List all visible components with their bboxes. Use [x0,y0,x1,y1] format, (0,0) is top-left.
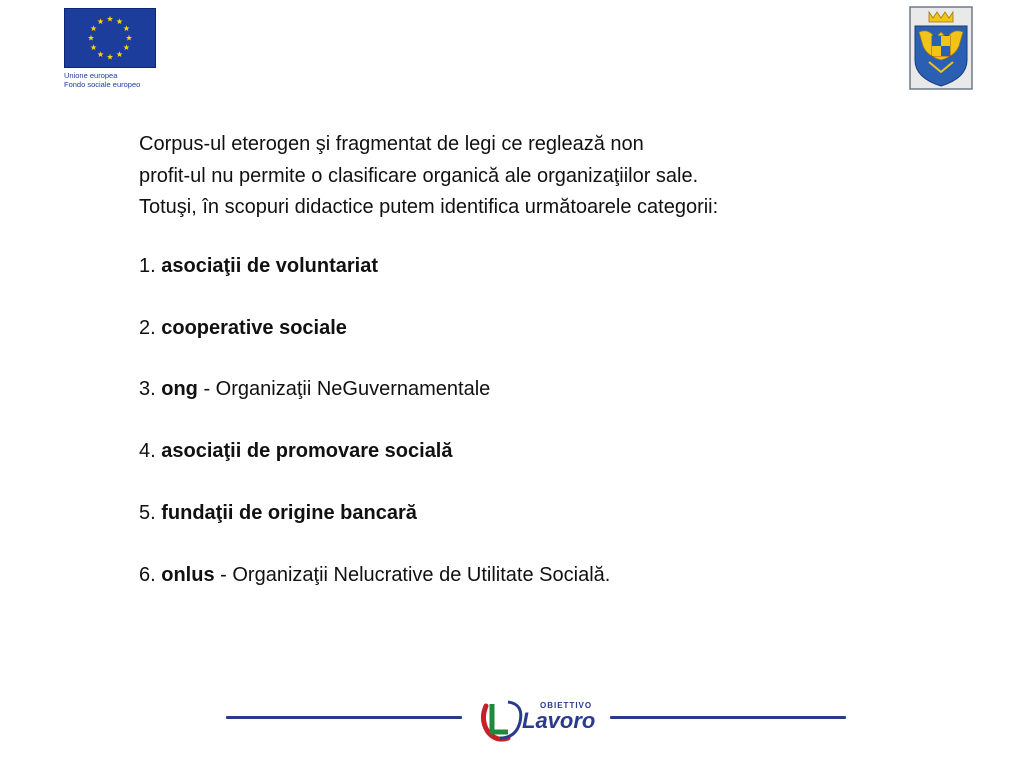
category-item-1 [139,254,378,278]
eu-star-icon [123,44,129,50]
obiettivo-lavoro-logo-icon [478,694,602,744]
category-term: fundaţii de origine bancară [161,502,417,524]
logo-word-small: OBIETTIVO [540,701,593,710]
category-item-3 [139,377,490,401]
intro-paragraph [139,129,939,224]
category-term: cooperative sociale [161,317,347,339]
category-number: 3. [139,378,156,400]
eu-star-icon [107,16,113,22]
category-item-6 [139,563,610,587]
eu-star-icon [97,18,103,24]
intro-line-1: Corpus-ul eterogen şi fragmentat de legi ce reglează non [139,133,644,155]
slide-content [139,129,939,586]
category-number: 6. [139,564,156,586]
category-term: onlus [161,564,215,586]
eu-star-icon [107,54,113,60]
intro-line-3: Totuşi, în scopuri didactice putem identifica următoarele categorii: [139,196,719,218]
category-description: - Organizaţii Nelucrative de Utilitate Socială. [214,564,611,586]
logo-word-large: Lavoro [522,708,596,733]
category-number: 5. [139,502,156,524]
footer [226,690,846,746]
category-number: 1. [139,255,156,277]
eu-caption-line1: Unione europea [64,71,118,80]
eu-flag-icon [64,8,156,68]
eu-star-icon [123,25,129,31]
romania-coat-of-arms-icon [909,6,973,90]
category-term: asociaţii de promovare socială [161,440,453,462]
eu-logo [64,8,156,89]
eu-star-icon [91,44,97,50]
eu-star-icon [88,35,94,41]
eu-caption-line2: Fondo sociale europeo [64,80,141,89]
intro-line-2: profit-ul nu permite o clasificare organică ale organizaţiilor sale. [139,164,699,187]
footer-divider-right [610,716,846,719]
category-number: 4. [139,440,156,462]
eu-caption [64,71,156,89]
category-item-4 [139,439,453,463]
category-item-5 [139,501,417,525]
eu-star-icon [126,35,132,41]
eu-star-icon [91,25,97,31]
category-description: - Organizaţii NeGuvernamentale [197,378,491,400]
eu-star-icon [116,51,122,57]
category-term: asociaţii de voluntariat [161,255,378,277]
eu-star-icon [116,18,122,24]
eu-star-icon [97,51,103,57]
footer-divider-left [226,716,462,719]
category-item-2 [139,316,347,340]
category-number: 2. [139,317,156,339]
category-term: ong [161,378,198,400]
